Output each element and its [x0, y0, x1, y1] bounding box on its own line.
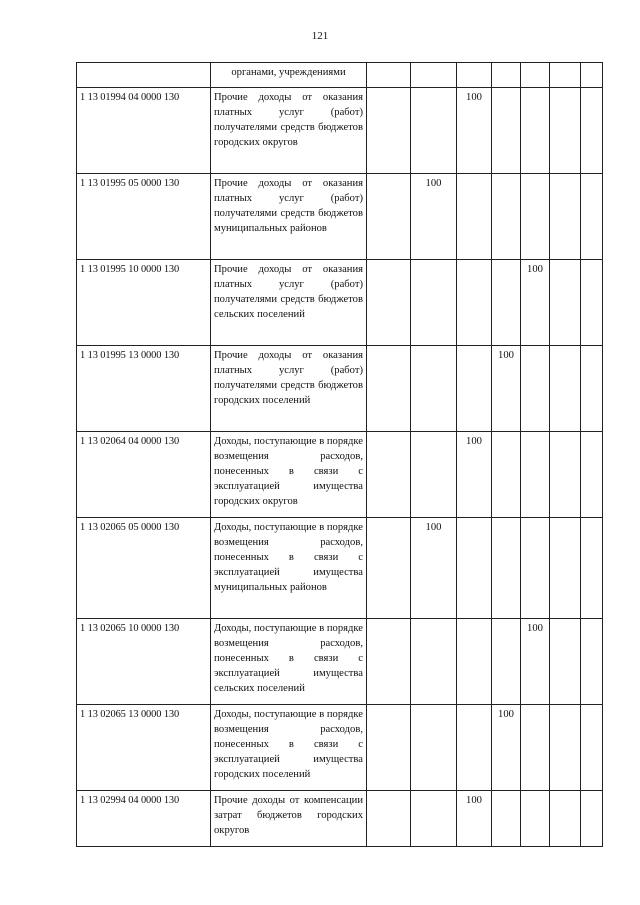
- value-cell: [367, 63, 411, 88]
- revenue-code-cell: 1 13 01994 04 0000 130: [77, 88, 211, 174]
- revenue-description-cell: Доходы, поступающие в порядке возмещения расходов, понесенных в связи с эксплуатацией имущества городских округов: [211, 432, 367, 518]
- table-row: [77, 346, 603, 432]
- value-cell: [550, 432, 581, 518]
- value-cell: 100: [411, 518, 457, 619]
- revenue-code-cell: 1 13 02064 04 0000 130: [77, 432, 211, 518]
- value-cell: [457, 705, 492, 791]
- revenue-description-cell: Прочие доходы от оказания платных услуг (работ) получателями средств бюджетов городских округов: [211, 88, 367, 174]
- value-cell: 100: [457, 791, 492, 847]
- revenue-code-cell: 1 13 01995 13 0000 130: [77, 346, 211, 432]
- value-cell: [521, 791, 550, 847]
- value-cell: [492, 174, 521, 260]
- value-cell: [550, 705, 581, 791]
- value-cell: [581, 705, 603, 791]
- table-row: [77, 518, 603, 619]
- value-cell: [550, 63, 581, 88]
- value-cell: [411, 791, 457, 847]
- value-cell: [457, 346, 492, 432]
- value-cell: [492, 619, 521, 705]
- value-cell: [492, 260, 521, 346]
- value-cell: [550, 88, 581, 174]
- value-cell: [581, 791, 603, 847]
- value-cell: 100: [411, 174, 457, 260]
- value-cell: [492, 518, 521, 619]
- revenue-code-cell: 1 13 02065 05 0000 130: [77, 518, 211, 619]
- revenue-code-cell: 1 13 02065 13 0000 130: [77, 705, 211, 791]
- value-cell: [550, 346, 581, 432]
- value-cell: [581, 260, 603, 346]
- value-cell: [457, 518, 492, 619]
- value-cell: [367, 346, 411, 432]
- value-cell: [521, 174, 550, 260]
- value-cell: [457, 619, 492, 705]
- value-cell: [521, 518, 550, 619]
- revenue-code-cell: [77, 63, 211, 88]
- value-cell: [411, 619, 457, 705]
- value-cell: [457, 63, 492, 88]
- value-cell: [367, 518, 411, 619]
- value-cell: [550, 619, 581, 705]
- revenue-description-cell: Прочие доходы от оказания платных услуг (работ) получателями средств бюджетов городских поселений: [211, 346, 367, 432]
- revenue-description-cell: Прочие доходы от компенсации затрат бюджетов городских округов: [211, 791, 367, 847]
- table-row: [77, 260, 603, 346]
- value-cell: 100: [457, 432, 492, 518]
- revenue-description-cell: Прочие доходы от оказания платных услуг (работ) получателями средств бюджетов сельских поселений: [211, 260, 367, 346]
- value-cell: [550, 791, 581, 847]
- value-cell: [411, 346, 457, 432]
- table-row: [77, 174, 603, 260]
- value-cell: [367, 88, 411, 174]
- table-row: [77, 705, 603, 791]
- value-cell: [411, 432, 457, 518]
- budget-revenue-table: [76, 62, 603, 847]
- value-cell: [581, 174, 603, 260]
- value-cell: [521, 63, 550, 88]
- value-cell: [581, 432, 603, 518]
- value-cell: [521, 705, 550, 791]
- value-cell: [411, 88, 457, 174]
- value-cell: 100: [521, 260, 550, 346]
- value-cell: [492, 432, 521, 518]
- table-row: [77, 619, 603, 705]
- table-row: [77, 88, 603, 174]
- table-row-continuation: [77, 63, 603, 88]
- value-cell: [550, 174, 581, 260]
- revenue-code-cell: 1 13 01995 05 0000 130: [77, 174, 211, 260]
- value-cell: 100: [521, 619, 550, 705]
- page-number: 121: [311, 30, 329, 42]
- revenue-description-cell: Доходы, поступающие в порядке возмещения расходов, понесенных в связи с эксплуатацией имущества городских поселений: [211, 705, 367, 791]
- revenue-code-cell: 1 13 01995 10 0000 130: [77, 260, 211, 346]
- value-cell: [367, 791, 411, 847]
- value-cell: [367, 174, 411, 260]
- value-cell: [581, 518, 603, 619]
- value-cell: [457, 260, 492, 346]
- value-cell: [550, 260, 581, 346]
- value-cell: [521, 88, 550, 174]
- value-cell: [367, 705, 411, 791]
- value-cell: [492, 791, 521, 847]
- value-cell: 100: [492, 346, 521, 432]
- value-cell: [550, 518, 581, 619]
- value-cell: [411, 260, 457, 346]
- value-cell: [367, 619, 411, 705]
- value-cell: [581, 63, 603, 88]
- value-cell: [581, 346, 603, 432]
- value-cell: [521, 432, 550, 518]
- revenue-description-cell: Прочие доходы от оказания платных услуг (работ) получателями средств бюджетов муниципальных районов: [211, 174, 367, 260]
- value-cell: [521, 346, 550, 432]
- value-cell: 100: [492, 705, 521, 791]
- value-cell: [492, 63, 521, 88]
- revenue-description-cell: органами, учреждениями: [211, 63, 367, 88]
- revenue-description-cell: Доходы, поступающие в порядке возмещения расходов, понесенных в связи с эксплуатацией имущества сельских поселений: [211, 619, 367, 705]
- revenue-code-cell: 1 13 02994 04 0000 130: [77, 791, 211, 847]
- value-cell: 100: [457, 88, 492, 174]
- value-cell: [367, 432, 411, 518]
- value-cell: [492, 88, 521, 174]
- value-cell: [457, 174, 492, 260]
- revenue-description-cell: Доходы, поступающие в порядке возмещения расходов, понесенных в связи с эксплуатацией имущества муниципальных районов: [211, 518, 367, 619]
- revenue-code-cell: 1 13 02065 10 0000 130: [77, 619, 211, 705]
- value-cell: [367, 260, 411, 346]
- value-cell: [411, 63, 457, 88]
- table-row: [77, 432, 603, 518]
- value-cell: [581, 619, 603, 705]
- table-row: [77, 791, 603, 847]
- value-cell: [411, 705, 457, 791]
- value-cell: [581, 88, 603, 174]
